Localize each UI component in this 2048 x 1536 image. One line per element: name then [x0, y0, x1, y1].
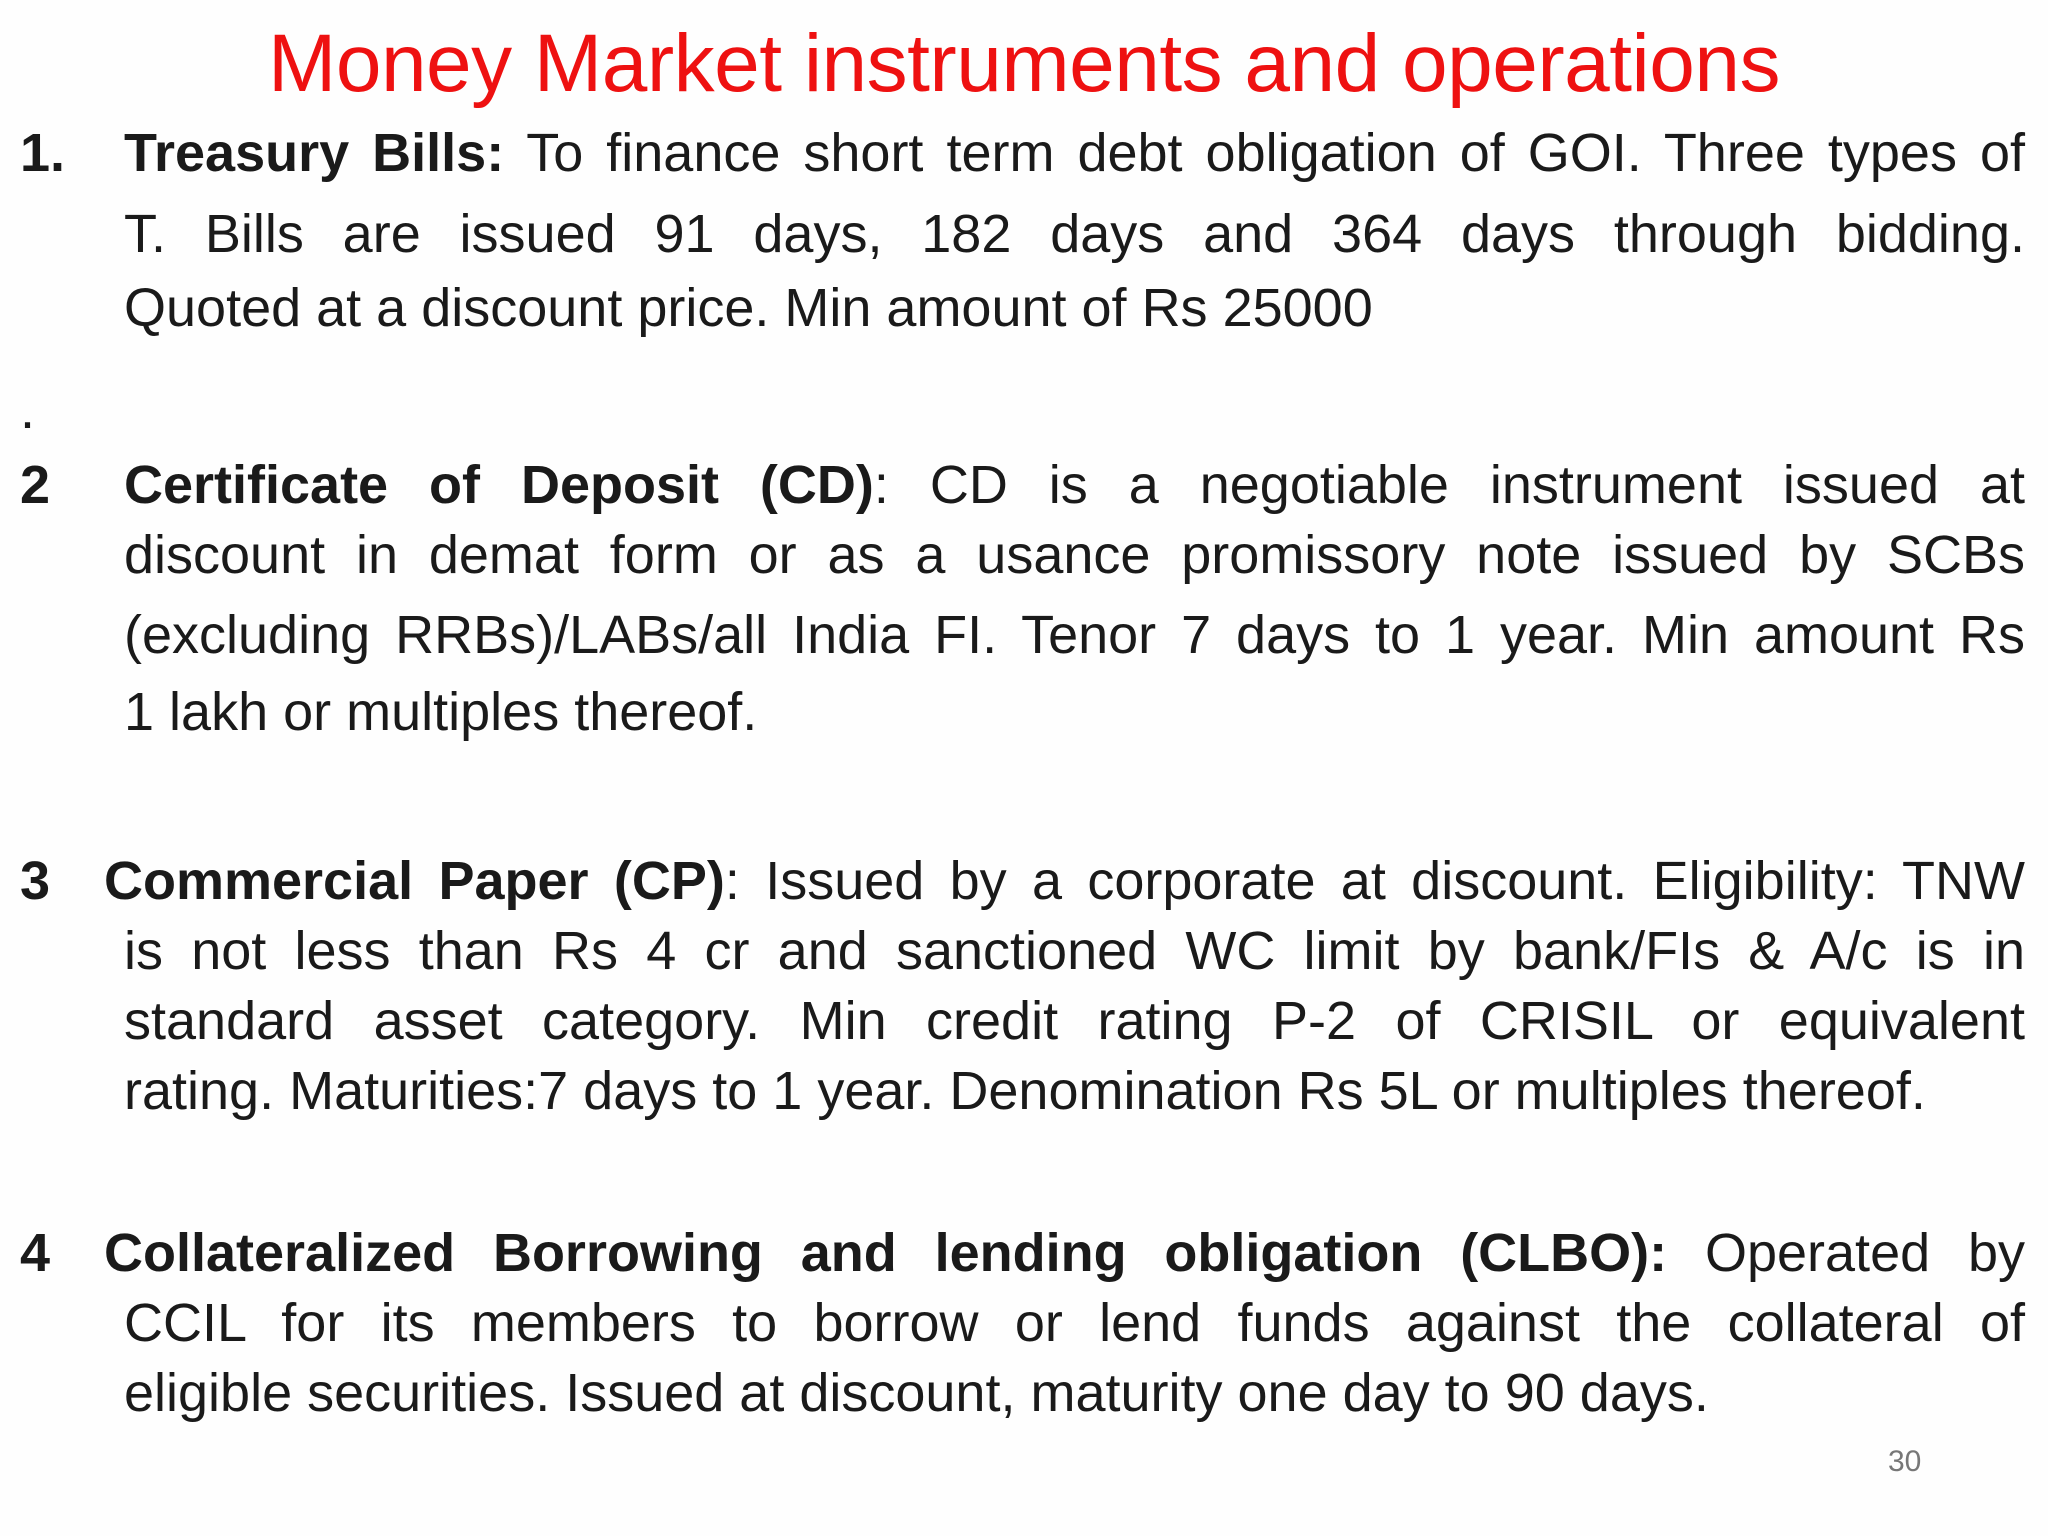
stray-mark: . [20, 380, 36, 440]
item-line: rating. Maturities:7 days to 1 year. Denomination Rs 5L or multiples thereof. [124, 1061, 1926, 1121]
item-line [104, 1218, 2025, 1288]
item-number: 1. [20, 123, 66, 183]
item-line [104, 846, 2025, 916]
item-text: Issued by a corporate at discount. Eligibility: TNW [739, 851, 2026, 911]
item-text: Operated by [1667, 1223, 2025, 1283]
list-item-treasury-bills [20, 118, 2025, 336]
list-item-clbo [20, 1218, 2025, 1428]
item-line: eligible securities. Issued at discount, maturity one day to 90 days. [124, 1363, 1709, 1423]
item-number: 2 [20, 455, 51, 515]
item-heading: Commercial Paper (CP) [104, 851, 725, 911]
list-item-certificate-of-deposit [20, 450, 2025, 744]
item-heading: Treasury Bills: [124, 123, 505, 183]
item-line: (excluding RRBs)/LABs/all India FI. Tenor 7 days to 1 year. Min amount Rs [124, 605, 2025, 665]
item-line [124, 450, 2025, 520]
item-text: To finance short term debt obligation of GOI. Three types of [504, 123, 2025, 183]
item-heading-suffix: : [873, 455, 889, 515]
item-line [124, 118, 2025, 188]
item-line: T. Bills are issued 91 days, 182 days and 364 days through bidding. [124, 204, 2025, 264]
item-heading-suffix: : [724, 851, 740, 911]
item-number: 3 [20, 851, 51, 911]
item-line: discount in demat form or as a usance promissory note issued by SCBs [124, 525, 2025, 585]
item-number: 4 [20, 1223, 51, 1283]
slide-title: Money Market instruments and operations [268, 18, 1780, 109]
item-line: CCIL for its members to borrow or lend funds against the collateral of [124, 1293, 2025, 1353]
page-number: 30 [1888, 1445, 1922, 1478]
list-item-commercial-paper [20, 846, 2025, 1126]
item-line: standard asset category. Min credit rating P-2 of CRISIL or equivalent [124, 991, 2025, 1051]
item-text: CD is a negotiable instrument issued at [888, 455, 2026, 515]
item-heading: Collateralized Borrowing and lending obligation (CLBO): [104, 1223, 1668, 1283]
item-line: is not less than Rs 4 cr and sanctioned WC limit by bank/FIs & A/c is in [124, 921, 2025, 981]
item-line: Quoted at a discount price. Min amount of Rs 25000 [124, 278, 1373, 338]
item-line: 1 lakh or multiples thereof. [124, 682, 758, 742]
item-heading: Certificate of Deposit (CD) [124, 455, 874, 515]
